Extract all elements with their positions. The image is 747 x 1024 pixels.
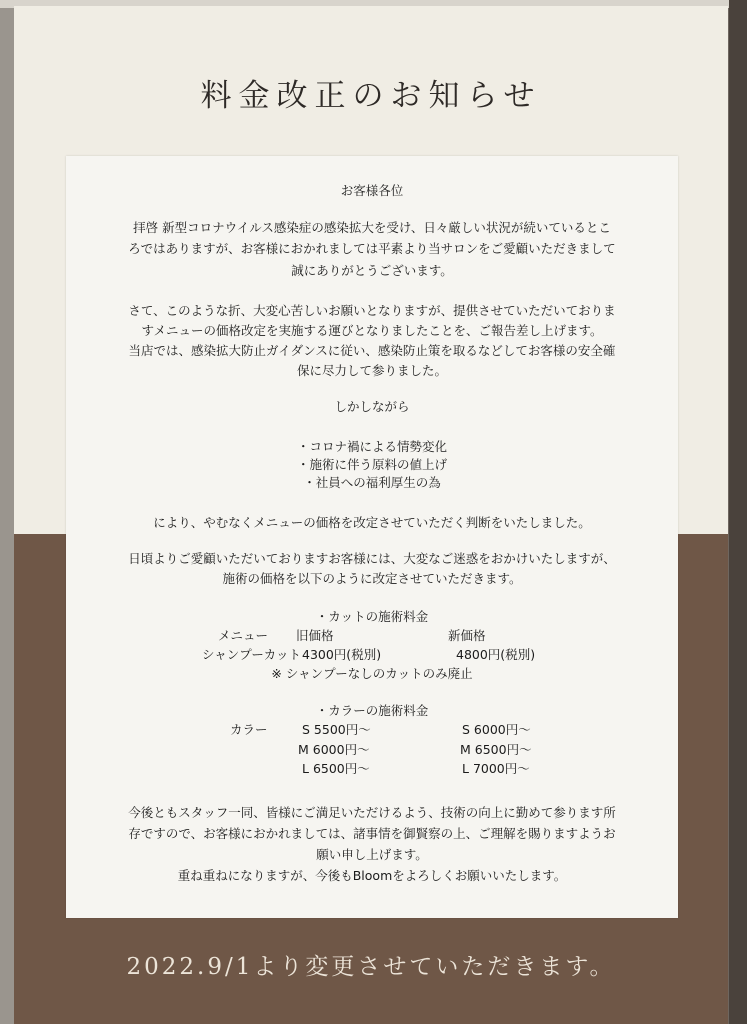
closing-line-2: 存ですので、お客様におかれましては、諸事情を御賢察の上、ご理解を賜りますようお <box>128 826 616 841</box>
body-line-4: 保に尽力して参りました。 <box>296 363 447 378</box>
color-old-l: L 6500円〜 <box>302 761 370 776</box>
color-old-s: S 5500円〜 <box>302 722 371 737</box>
cut-col-new: 新価格 <box>448 628 486 643</box>
intro-line-1: 拝啓 新型コロナウイルス感染症の感染拡大を受け、日々厳しい状況が続いているとこ <box>133 220 611 235</box>
notice-sheet <box>66 156 678 918</box>
cut-heading: ・カットの施術料金 <box>315 609 429 624</box>
color-new-l: L 7000円〜 <box>462 761 530 776</box>
cut-item-name: シャンプーカット <box>202 647 302 662</box>
reason-item-2: ・施術に伴う原料の値上げ <box>296 457 447 472</box>
however-text: しかしながら <box>334 399 410 414</box>
intro-line-3: 誠にありがとうございます。 <box>291 263 453 278</box>
cut-new-price: 4800円(税別) <box>456 647 536 662</box>
closing-line-1: 今後ともスタッフ一同、皆様にご満足いただけるよう、技術の向上に勤めて参ります所 <box>128 805 616 820</box>
effective-date-footer: 2022.9/1より変更させていただきます。 <box>126 954 616 980</box>
apology-line-1: 日頃よりご愛顧いただいておりますお客様には、大変なご迷惑をおかけいたしますが、 <box>128 551 616 566</box>
wall-right <box>729 0 747 1024</box>
cut-col-old: 旧価格 <box>296 628 334 643</box>
decision-text: により、やむなくメニューの価格を改定させていただく判断をいたしました。 <box>153 515 591 530</box>
intro-line-2: ろではありますが、お客様におかれましては平素より当サロンをご愛顧いただきまして <box>128 241 616 256</box>
color-heading: ・カラーの施術料金 <box>315 703 429 718</box>
cut-old-price: 4300円(税別) <box>302 647 382 662</box>
color-new-m: M 6500円〜 <box>460 742 532 757</box>
closing-line-3: 願い申し上げます。 <box>316 847 428 862</box>
reason-item-1: ・コロナ禍による情勢変化 <box>296 439 447 454</box>
color-label: カラー <box>230 722 268 737</box>
wall-left <box>0 0 14 1024</box>
poster <box>14 6 728 1024</box>
poster-title: 料金改正のお知らせ <box>200 78 542 114</box>
salutation: お客様各位 <box>340 183 404 198</box>
color-old-m: M 6000円〜 <box>298 742 370 757</box>
body-line-1: さて、このような折、大変心苦しいお願いとなりますが、提供させていただいておりま <box>128 303 616 318</box>
body-line-3: 当店では、感染拡大防止ガイダンスに従い、感染防止策を取るなどしてお客様の安全確 <box>128 343 616 358</box>
color-new-s: S 6000円〜 <box>462 722 531 737</box>
apology-line-2: 施術の価格を以下のように改定させていただきます。 <box>222 571 522 586</box>
cut-col-menu: メニュー <box>218 628 269 643</box>
closing-line-4: 重ね重ねになりますが、今後もBloomをよろしくお願いいたします。 <box>177 868 567 883</box>
body-line-2: すメニューの価格改定を実施する運びとなりましたことを、ご報告差し上げます。 <box>141 323 603 338</box>
cut-note: ※ シャンプーなしのカットのみ廃止 <box>271 666 473 681</box>
reason-item-3: ・社員への福利厚生の為 <box>303 475 441 490</box>
